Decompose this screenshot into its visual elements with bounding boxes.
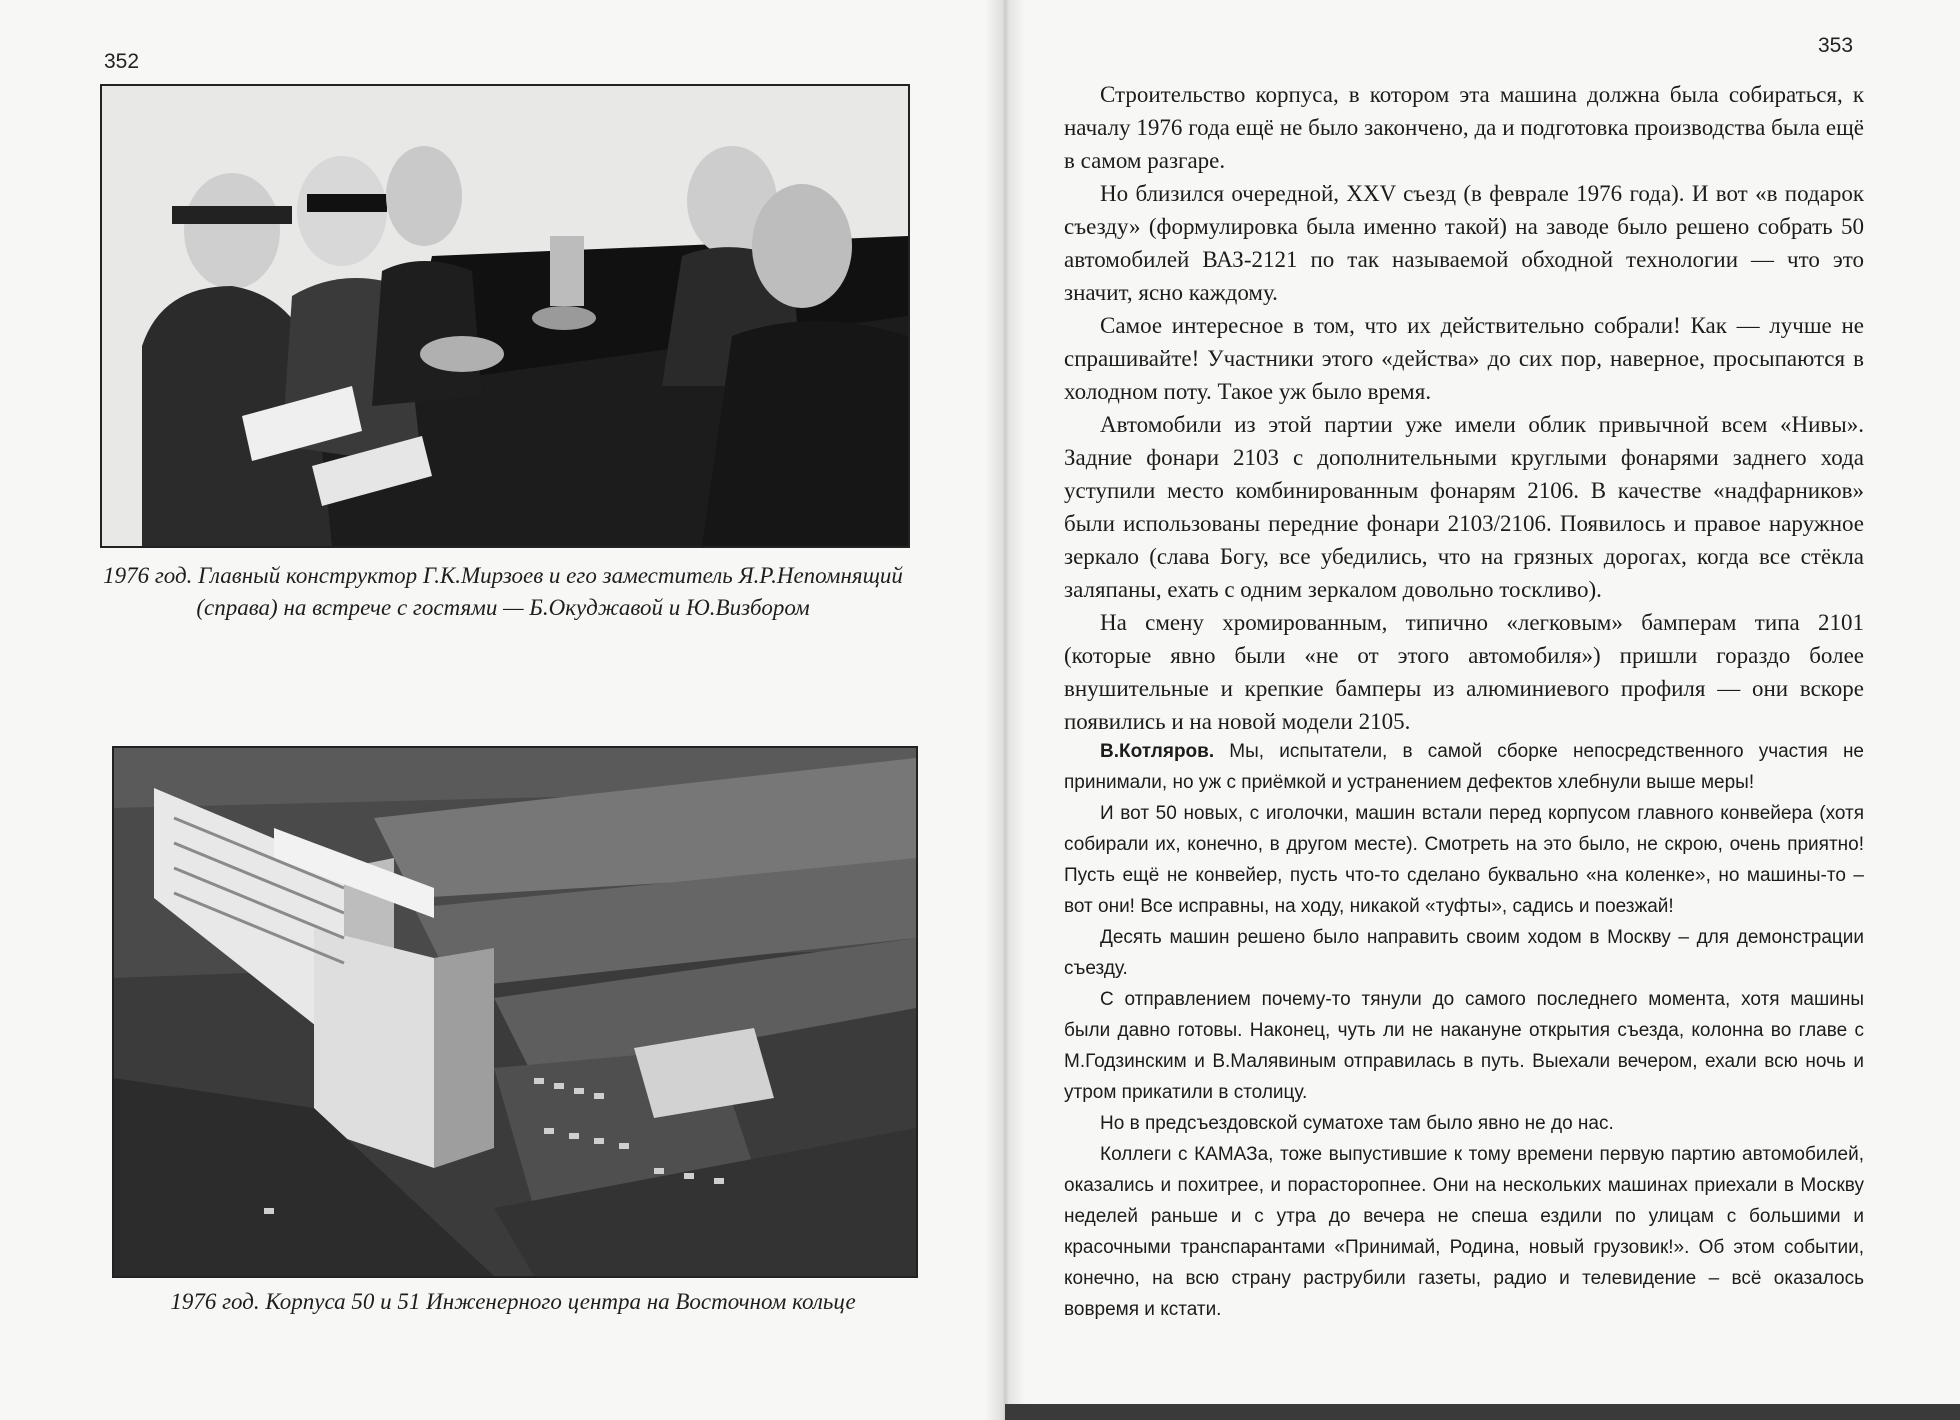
left-page-number: 352 (104, 50, 140, 73)
meeting-photo-caption: 1976 год. Главный конструктор Г.К.Мирзоев и его заместитель Я.Р.Непомнящий (справа) на встрече с гостями — Б.Окуджавой и Ю.Визбором (103, 563, 903, 620)
interview-paragraph (1064, 736, 1864, 798)
interview-text (1064, 736, 1864, 1325)
paragraph: Строительство корпуса, в котором эта машина должна была собираться, к началу 1976 года ещё не было закончено, да и подготовка производства была ещё в самом разгаре. (1064, 82, 1864, 173)
paragraph: Самое интересное в том, что их действительно собрали! Как — лучше не спрашивайте! Участники этого «действа» до сих пор, наверное, просыпаются в холодном поту. Такое уж было время. (1064, 313, 1864, 404)
book-gutter (985, 0, 1025, 1420)
aerial-photo (112, 746, 918, 1278)
paragraph: Но близился очередной, XXV съезд (в феврале 1976 года). И вот «в подарок съезду» (формулировка была именно такой) на заводе было решено собрать 50 автомобилей ВАЗ-2121 по так называемой обходной технологии — что это значит, ясно каждому. (1064, 181, 1864, 305)
interview-paragraph: Десять машин решено было направить своим ходом в Москву – для демонстрации съезду. (1064, 927, 1864, 979)
speaker-name: В.Котляров. (1100, 741, 1215, 762)
aerial-photo-caption: 1976 год. Корпуса 50 и 51 Инженерного центра на Восточном кольце (170, 1289, 856, 1314)
paragraph: На смену хромированным, типично «легковым» бамперам типа 2101 (которые явно были «не от этого автомобиля») пришли гораздо более внушительные и крепкие бамперы из алюминиевого профиля — они вскоре появились и на новой модели 2105. (1064, 610, 1864, 734)
main-text (1064, 78, 1864, 738)
right-page-number: 353 (1818, 34, 1854, 57)
speaker-text: Мы, испытатели, в самой сборке непосредственного участия не принимали, но уж с приёмкой и устранением дефектов хлебнули выше меры! (1064, 741, 1864, 793)
meeting-photo (100, 84, 910, 548)
interview-paragraph: И вот 50 новых, с иголочки, машин встали перед корпусом главного конвейера (хотя собирали их, конечно, в другом месте). Смотреть на это было, не скрою, очень приятно! Пусть ещё не конвейер, пусть что-то сделано буквально «на коленке», но машины-то – вот они! Все исправны, на ходу, никакой «туфты», садись и поезжай! (1064, 803, 1864, 917)
paragraph: Автомобили из этой партии уже имели облик привычной всем «Нивы». Задние фонари 2103 с дополнительными круглыми фонарями заднего хода уступили место комбинированным фонарям 2106. В качестве «надфарников» были использованы передние фонари 2103/2106. Появилось и правое наружное зеркало (слава Богу, все убедились, что на грязных дорогах, когда все стёкла заляпаны, ехать с одним зеркалом довольно тоскливо). (1064, 412, 1864, 602)
interview-paragraph: Коллеги с КАМАЗа, тоже выпустившие к тому времени первую партию автомобилей, оказались и похитрее, и порасторопнее. Они на нескольких машинах приехали в Москву неделей раньше и с утра до вечера не спеша ездили по улицам с большими и красочными транспарантами «Принимай, Родина, новый грузовик!». Об этом событии, конечно, на всю страну раструбили газеты, радио и телевидение – всё оказалось вовремя и кстати. (1064, 1144, 1864, 1320)
interview-paragraph: Но в предсъездовской суматохе там было явно не до нас. (1100, 1113, 1614, 1134)
page-bottom-edge (1005, 1404, 1960, 1420)
interview-paragraph: С отправлением почему-то тянули до самого последнего момента, хотя машины были давно готовы. Наконец, чуть ли не накануне открытия съезда, колонна во главе с М.Годзинским и В.Малявиным отправилась в путь. Выехали вечером, ехали всю ночь и утром прикатили в столицу. (1064, 989, 1864, 1103)
